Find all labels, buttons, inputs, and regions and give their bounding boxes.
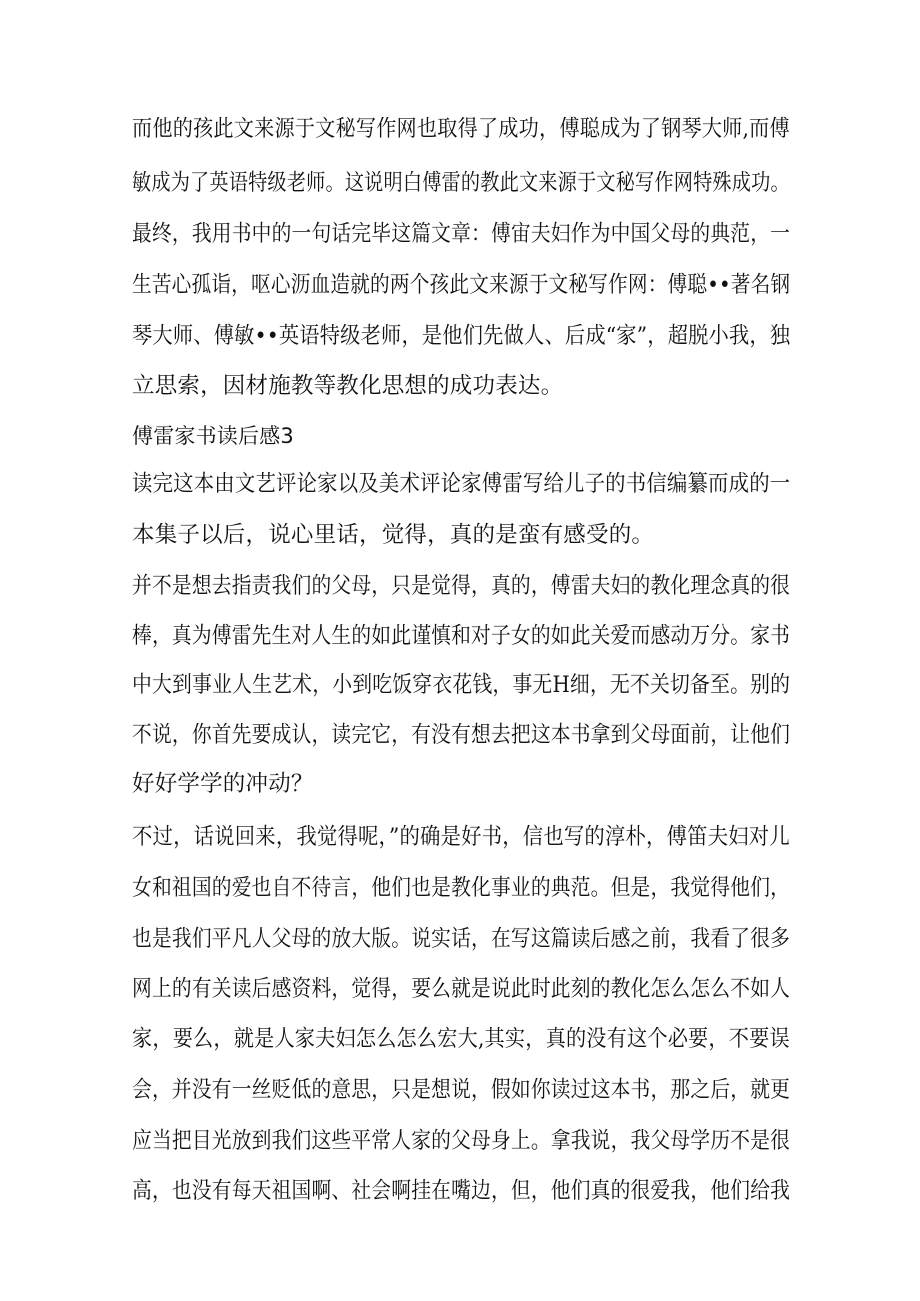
text-line: 而他的孩此文来源于文秘写作网也取得了成功，傅聪成为了钢琴大师,而傅: [132, 116, 790, 142]
text-line: 也是我们平凡人父母的放大版。说实话，在写这篇读后感之前，我看了很多: [132, 926, 791, 952]
text-line: 棒，真为傅雷先生对人生的如此谨慎和对子女的如此关爱而感动万分。家书: [132, 623, 791, 649]
text-line: 中大到事业人生艺术，小到吃饭穿衣花钱，事无H细，无不关切备至。别的: [132, 672, 791, 698]
text-line: 最终，我用书中的一句话完毕这篇文章：傅宙夫妇作为中国父母的典范，一: [132, 221, 791, 247]
text-line: 生苦心孤诣，呕心沥血造就的两个孩此文来源于文秘写作网：傅聪••著名钢: [132, 272, 791, 298]
text-line: 高，也没有每天祖国啊、社会啊挂在嘴边，但，他们真的很爱我，他们给我: [132, 1178, 791, 1204]
text-line: 女和祖国的爱也自不待言，他们也是教化事业的典范。但是，我觉得他们，: [132, 875, 791, 901]
text-line: 不说，你首先要成认，读完它，有没有想去把这本书拿到父母面前，让他们: [132, 722, 791, 748]
text-line: 本集子以后，说心里话，觉得，真的是蛮有感受的。: [132, 522, 655, 548]
text-line: 敏成为了英语特级老师。这说明白傅雷的教此文来源于文秘写作网特殊成功。: [132, 170, 790, 196]
text-line: 并不是想去指责我们的父母，只是觉得，真的，傅雷夫妇的教化理念真的很: [132, 573, 791, 599]
text-line: 不过，话说回来，我觉得呢，”的确是好书，信也写的淳朴，傅笛夫妇对儿: [132, 824, 790, 850]
text-line: 读完这本由文艺评论家以及美术评论家傅雷写给儿子的书信编纂而成的一: [132, 471, 791, 497]
text-line: 家，要么，就是人家夫妇怎么怎么宏大,其实，真的没有这个必要，不要误: [132, 1026, 790, 1052]
text-line: 好好学学的冲动？: [132, 771, 314, 797]
section-heading: 傅雷家书读后感3: [132, 424, 294, 448]
text-line: 立思索，因材施教等教化思想的成功表达。: [132, 373, 564, 399]
text-line: 应当把目光放到我们这些平常人家的父母身上。拿我说，我父母学历不是很: [132, 1128, 791, 1154]
text-line: 琴大师、傅敏••英语特级老师，是他们先做人、后成“家”，超脱小我，独: [132, 323, 791, 349]
text-line: 会，并没有一丝贬低的意思，只是想说，假如你读过这本书，那之后，就更: [132, 1077, 791, 1103]
text-line: 网上的有关读后感资料，觉得，要么就是说此时此刻的教化怎么怎么不如人: [132, 976, 791, 1002]
